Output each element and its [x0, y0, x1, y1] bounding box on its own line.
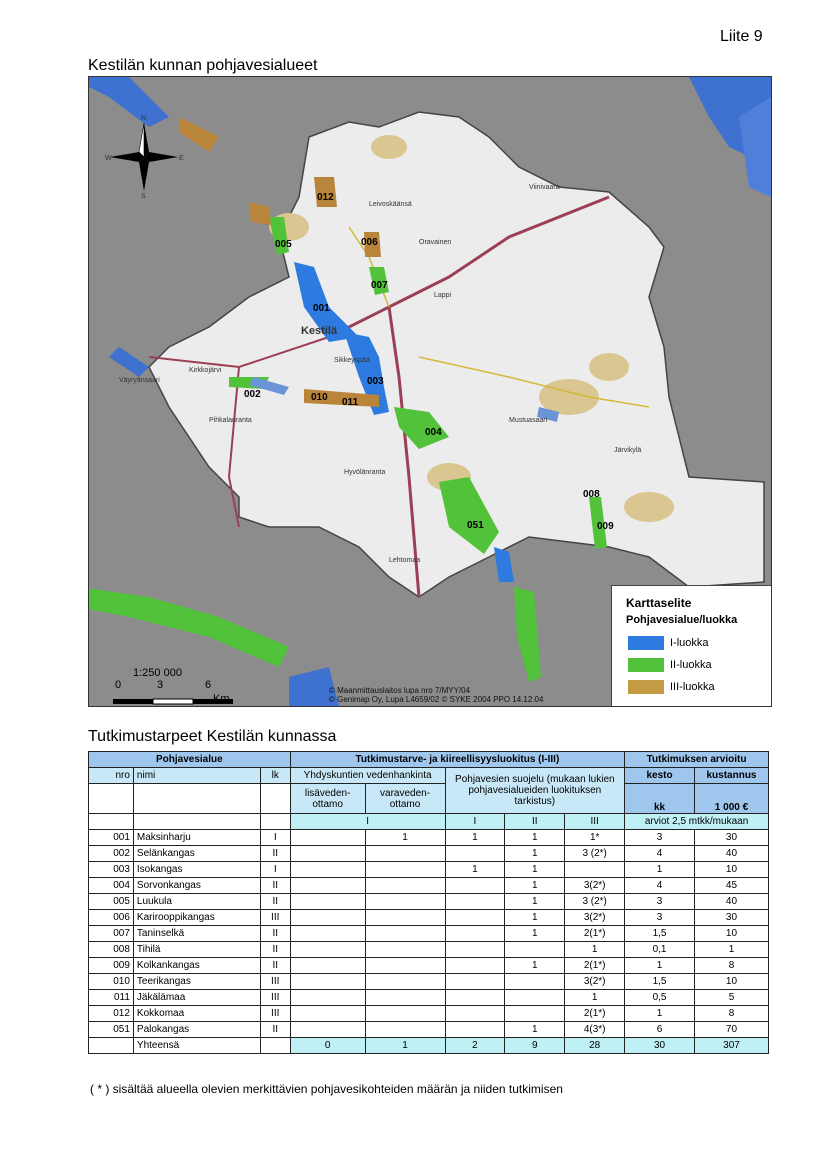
cell-kesto: 3	[625, 894, 695, 910]
cell-nimi: Selänkangas	[133, 846, 260, 862]
cell-s3: 1	[565, 942, 625, 958]
area-label: 003	[367, 376, 384, 387]
cell-s2: 1	[505, 878, 565, 894]
cell-s2	[505, 974, 565, 990]
cell-lisa	[290, 1006, 365, 1022]
cell-lk: III	[260, 1006, 290, 1022]
place-label: Hyvölänranta	[344, 469, 386, 476]
cell-s1	[445, 990, 505, 1006]
cell-vara	[365, 862, 445, 878]
table-row	[89, 958, 769, 974]
cell-vara	[365, 910, 445, 926]
header-nro: nro	[89, 768, 134, 784]
table-body	[89, 830, 769, 1038]
cell-s1	[445, 1006, 505, 1022]
copyright-line: © Genimap Oy, Lupa L4659/02 © SYKE 2004 PPO 14.12.04	[329, 695, 544, 704]
cell-lisa	[290, 910, 365, 926]
place-label: Lehtomaa	[389, 557, 421, 564]
scale-ratio: 1:250 000	[133, 667, 182, 679]
cell-nimi: Karirooppikangas	[133, 910, 260, 926]
cell-nimi: Isokangas	[133, 862, 260, 878]
header-row-3	[89, 784, 769, 814]
cell-lisa	[290, 942, 365, 958]
cell-kust: 8	[694, 1006, 768, 1022]
area-label: 001	[313, 303, 330, 314]
cell-s1	[445, 926, 505, 942]
cell-lisa	[290, 990, 365, 1006]
total-s2: 9	[505, 1038, 565, 1054]
cell-lisa	[290, 878, 365, 894]
legend-title: Karttaselite	[626, 596, 692, 610]
cell-lk: I	[260, 830, 290, 846]
cell-s1: 1	[445, 830, 505, 846]
cell-nro: 010	[89, 974, 134, 990]
header-class-s2: II	[505, 814, 565, 830]
cell-s2: 1	[505, 926, 565, 942]
table-row	[89, 1022, 769, 1038]
cell-vara	[365, 990, 445, 1006]
compass-w: W	[105, 155, 112, 162]
place-label: Kirkkojärvi	[189, 367, 222, 374]
cell-vara	[365, 1006, 445, 1022]
legend-subtitle: Pohjavesialue/luokka	[626, 614, 738, 626]
cell-s1	[445, 846, 505, 862]
area-label: 005	[275, 239, 292, 250]
header-kustannus: kustannus	[694, 768, 768, 784]
cell-lisa	[290, 862, 365, 878]
cell-vara	[365, 942, 445, 958]
area-label: 051	[467, 520, 484, 531]
header-row-1	[89, 752, 769, 768]
cell-kesto: 4	[625, 846, 695, 862]
cell-nro: 002	[89, 846, 134, 862]
legend-swatch	[628, 658, 664, 672]
legend-label: II-luokka	[670, 659, 712, 671]
cell-nro: 006	[89, 910, 134, 926]
header-class-s3: III	[565, 814, 625, 830]
cell-kust: 30	[694, 830, 768, 846]
cell-lk: III	[260, 910, 290, 926]
place-label: Sikkeyspää	[334, 357, 370, 364]
area-label: 004	[425, 427, 442, 438]
table-row	[89, 942, 769, 958]
cell-s2: 1	[505, 1022, 565, 1038]
cell-vara	[365, 926, 445, 942]
compass-n: N	[141, 115, 147, 122]
cell-s3: 3(2*)	[565, 910, 625, 926]
scale-unit: Km	[213, 693, 230, 705]
cell-s3: 3(2*)	[565, 878, 625, 894]
cell-kust: 5	[694, 990, 768, 1006]
cell-s1	[445, 878, 505, 894]
cell-s1	[445, 894, 505, 910]
place-label: Mustuasaari	[509, 417, 548, 424]
cell-s1	[445, 942, 505, 958]
cell-s2: 1	[505, 910, 565, 926]
cell-lisa	[290, 830, 365, 846]
table-row	[89, 846, 769, 862]
cell-s3: 3 (2*)	[565, 894, 625, 910]
cell-s1	[445, 974, 505, 990]
header-class-i: I	[290, 814, 445, 830]
cell-lk: III	[260, 990, 290, 1006]
table-row	[89, 990, 769, 1006]
legend-item	[628, 680, 768, 696]
cell-s1: 1	[445, 862, 505, 878]
cell-kesto: 1	[625, 862, 695, 878]
cell-kesto: 3	[625, 830, 695, 846]
cell-nro: 003	[89, 862, 134, 878]
cell-kust: 10	[694, 926, 768, 942]
cell-kust: 10	[694, 862, 768, 878]
total-row	[89, 1038, 769, 1054]
cell-lk: II	[260, 894, 290, 910]
total-kesto: 30	[625, 1038, 695, 1054]
cell-lk: II	[260, 958, 290, 974]
cell-s3	[565, 862, 625, 878]
cell-kust: 45	[694, 878, 768, 894]
scale-tick: 3	[157, 679, 164, 691]
place-label: Kestilä	[301, 325, 338, 337]
table-row	[89, 926, 769, 942]
cell-nro: 007	[89, 926, 134, 942]
cell-kesto: 1,5	[625, 974, 695, 990]
cell-s3: 1	[565, 990, 625, 1006]
cell-lisa	[290, 974, 365, 990]
place-label: Lappi	[434, 292, 452, 299]
cell-lk: III	[260, 974, 290, 990]
cell-lisa	[290, 1022, 365, 1038]
place-label: Väyryänsaari	[119, 377, 160, 384]
cell-kust: 8	[694, 958, 768, 974]
header-pohjavesialue: Pohjavesialue	[89, 752, 291, 768]
cell-nro: 005	[89, 894, 134, 910]
cell-lisa	[290, 926, 365, 942]
header-suojelu: Pohjavesien suojelu (mukaan lukien pohjavesialueiden luokituksen tarkistus)	[445, 768, 625, 814]
research-needs-table	[88, 751, 769, 1054]
place-label: Järvikylä	[614, 447, 642, 454]
table-row	[89, 974, 769, 990]
groundwater-map	[88, 76, 772, 707]
table-title: Tutkimustarpeet Kestilän kunnassa	[88, 728, 337, 745]
header-row-4	[89, 814, 769, 830]
cell-nro: 009	[89, 958, 134, 974]
total-lisa: 0	[290, 1038, 365, 1054]
cell-lk: I	[260, 862, 290, 878]
cell-kesto: 1,5	[625, 926, 695, 942]
total-kust: 307	[694, 1038, 768, 1054]
header-lk: lk	[260, 768, 290, 784]
cell-kesto: 3	[625, 910, 695, 926]
cell-lisa	[290, 846, 365, 862]
header-arviot: arviot 2,5 mtkk/mukaan	[625, 814, 769, 830]
cell-s1	[445, 910, 505, 926]
cell-kust: 70	[694, 1022, 768, 1038]
area-label: 002	[244, 389, 261, 400]
cell-nimi: Taninselkä	[133, 926, 260, 942]
table-row	[89, 862, 769, 878]
scale-tick: 0	[115, 679, 122, 691]
table-row	[89, 1006, 769, 1022]
compass-e: E	[179, 155, 184, 162]
area-label: 011	[342, 397, 359, 408]
cell-vara	[365, 878, 445, 894]
cell-s2: 1	[505, 958, 565, 974]
cell-nro: 012	[89, 1006, 134, 1022]
table-row	[89, 830, 769, 846]
cell-vara	[365, 894, 445, 910]
cell-s3: 2(1*)	[565, 926, 625, 942]
cell-kesto: 1	[625, 1006, 695, 1022]
appendix-label: Liite 9	[720, 28, 763, 45]
cell-nro: 001	[89, 830, 134, 846]
cell-kust: 40	[694, 846, 768, 862]
total-vara: 1	[365, 1038, 445, 1054]
cell-s2	[505, 942, 565, 958]
cell-vara	[365, 974, 445, 990]
legend-item	[628, 658, 768, 674]
header-class-s1: I	[445, 814, 505, 830]
header-lisa: lisäveden-ottamo	[290, 784, 365, 814]
cell-vara	[365, 958, 445, 974]
cell-nimi: Kolkankangas	[133, 958, 260, 974]
copyright-line: © Maanmittauslaitos lupa nro 7/MYY/04	[329, 686, 471, 695]
header-yhdyskunnat: Yhdyskuntien vedenhankinta	[290, 768, 445, 784]
cell-vara: 1	[365, 830, 445, 846]
cell-s3: 2(1*)	[565, 958, 625, 974]
header-keur: 1 000 €	[694, 784, 768, 814]
cell-nro: 051	[89, 1022, 134, 1038]
scale-tick: 6	[205, 679, 212, 691]
cell-s3: 2(1*)	[565, 1006, 625, 1022]
cell-s2	[505, 990, 565, 1006]
total-s3: 28	[565, 1038, 625, 1054]
cell-s2: 1	[505, 830, 565, 846]
footnote: ( * ) sisältää alueella olevien merkittävien pohjavesikohteiden määrän ja niiden tutkimisen	[90, 1082, 563, 1096]
cell-s3: 3(2*)	[565, 974, 625, 990]
cell-s2: 1	[505, 862, 565, 878]
cell-kesto: 0,5	[625, 990, 695, 1006]
cell-nimi: Tihilä	[133, 942, 260, 958]
cell-lk: II	[260, 846, 290, 862]
cell-nimi: Luukula	[133, 894, 260, 910]
cell-lk: II	[260, 1022, 290, 1038]
place-label: Leivoskäänsä	[369, 201, 412, 208]
area-label: 006	[361, 237, 378, 248]
area-label: 007	[371, 280, 388, 291]
cell-kesto: 4	[625, 878, 695, 894]
cell-nimi: Palokangas	[133, 1022, 260, 1038]
table-row	[89, 910, 769, 926]
place-label: Viinivaara	[529, 184, 560, 191]
legend-swatch	[628, 636, 664, 650]
cell-s3: 4(3*)	[565, 1022, 625, 1038]
header-nimi: nimi	[133, 768, 260, 784]
legend-label: I-luokka	[670, 637, 709, 649]
cell-lk: II	[260, 878, 290, 894]
cell-s1	[445, 958, 505, 974]
total-label: Yhteensä	[133, 1038, 260, 1054]
cell-nimi: Kokkomaa	[133, 1006, 260, 1022]
cell-lisa	[290, 894, 365, 910]
cell-nro: 008	[89, 942, 134, 958]
header-kk: kk	[625, 784, 695, 814]
cell-nro: 004	[89, 878, 134, 894]
place-label: Oravainen	[419, 239, 452, 246]
place-label: Pihkalanranta	[209, 417, 252, 424]
area-label: 012	[317, 192, 334, 203]
cell-nimi: Sorvonkangas	[133, 878, 260, 894]
cell-lk: II	[260, 942, 290, 958]
cell-s2: 1	[505, 846, 565, 862]
cell-kust: 1	[694, 942, 768, 958]
cell-kesto: 6	[625, 1022, 695, 1038]
cell-vara	[365, 1022, 445, 1038]
legend-label: III-luokka	[670, 681, 715, 693]
cell-s2: 1	[505, 894, 565, 910]
cell-s3: 3 (2*)	[565, 846, 625, 862]
cell-kesto: 1	[625, 958, 695, 974]
cell-kesto: 0,1	[625, 942, 695, 958]
header-vara: varaveden-ottamo	[365, 784, 445, 814]
header-row-2	[89, 768, 769, 784]
legend-item	[628, 636, 768, 652]
cell-s1	[445, 1022, 505, 1038]
cell-lk: II	[260, 926, 290, 942]
area-label: 009	[597, 521, 614, 532]
cell-nimi: Teerikangas	[133, 974, 260, 990]
cell-s3: 1*	[565, 830, 625, 846]
cell-nimi: Jäkälämaa	[133, 990, 260, 1006]
compass-s: S	[141, 193, 146, 200]
header-kesto: kesto	[625, 768, 695, 784]
cell-lisa	[290, 958, 365, 974]
cell-vara	[365, 846, 445, 862]
legend-swatch	[628, 680, 664, 694]
header-tutkimustarve: Tutkimustarve- ja kiireellisyysluokitus (I-III)	[290, 752, 624, 768]
area-label: 010	[311, 392, 328, 403]
header-arvioitu: Tutkimuksen arvioitu	[625, 752, 769, 768]
cell-kust: 10	[694, 974, 768, 990]
total-s1: 2	[445, 1038, 505, 1054]
cell-nro: 011	[89, 990, 134, 1006]
area-label: 008	[583, 489, 600, 500]
cell-nimi: Maksinharju	[133, 830, 260, 846]
map-title: Kestilän kunnan pohjavesialueet	[88, 57, 318, 74]
map-legend	[611, 585, 772, 707]
cell-kust: 30	[694, 910, 768, 926]
table-row	[89, 878, 769, 894]
table-row	[89, 894, 769, 910]
cell-s2	[505, 1006, 565, 1022]
cell-kust: 40	[694, 894, 768, 910]
